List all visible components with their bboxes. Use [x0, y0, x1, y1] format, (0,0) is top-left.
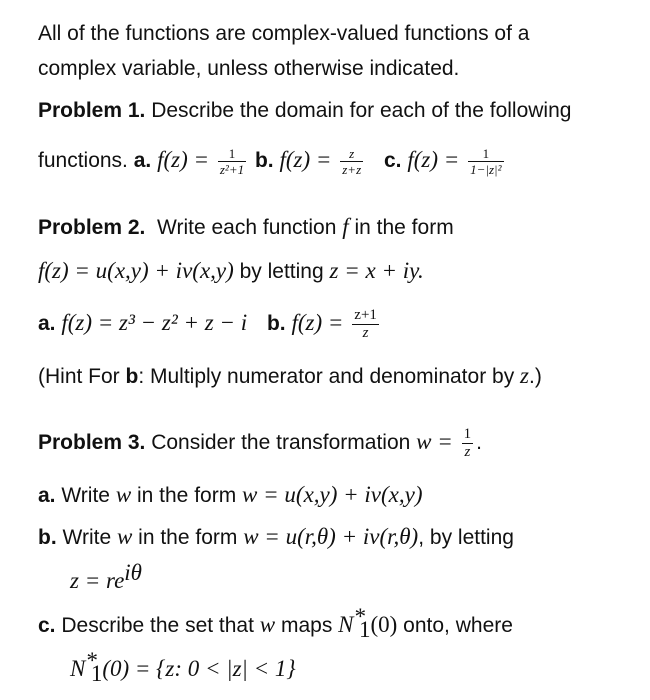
p3-set-N: N	[70, 656, 86, 681]
p3-denominator: z	[464, 444, 471, 460]
problem-2-form	[38, 257, 424, 286]
p3-a-expr: w = u(x,y) + iv(x,y)	[242, 482, 423, 507]
problem-1-text: Describe the domain for each of the following	[145, 99, 572, 122]
p3-c-post: onto, where	[397, 614, 513, 637]
p2-substitution: z = x + iy.	[329, 258, 424, 283]
problem-1-title: Problem 1.	[38, 99, 146, 122]
p2-b-fraction	[352, 308, 379, 341]
p3-c-N-sub: 1	[359, 617, 371, 643]
p1-a-denominator: z²+1	[219, 161, 245, 177]
p1-a-fraction	[218, 147, 246, 176]
p1-b-lhs: f(z) =	[279, 147, 332, 172]
p1-a-numerator: 1	[218, 147, 246, 162]
p3-c-mid: maps	[275, 614, 339, 637]
p1-b-numerator: z	[340, 147, 363, 162]
p1-c-label: c.	[384, 149, 402, 172]
p1-c-numerator: 1	[468, 147, 503, 162]
p3-set-N-sub: 1	[90, 661, 103, 687]
p3-b-expr: w = u(r,θ) + iv(r,θ)	[243, 524, 419, 549]
p3-a-label: a.	[38, 484, 56, 507]
intro-line-1	[38, 20, 529, 48]
p3-b-post: , by letting	[418, 526, 514, 549]
problem-3-set-definition	[70, 648, 296, 687]
p3-b-w: w	[116, 524, 133, 549]
hint-z: z	[520, 363, 529, 388]
p1-c-lhs: f(z) =	[407, 147, 460, 172]
p3-a-w: w	[115, 482, 132, 507]
p3-set-rest: (0) = {z: 0 < |z| < 1}	[102, 656, 296, 681]
p2-b-denominator: z	[362, 325, 369, 341]
p3-set-N-sup: *	[85, 648, 97, 673]
p3-b-mid: in the form	[132, 526, 244, 549]
p3-fraction	[462, 427, 474, 460]
problem-1-functions	[38, 146, 507, 176]
p1-c-denominator: 1−|z|²	[470, 161, 502, 177]
p2-by-letting: by letting	[233, 260, 330, 283]
p2-a-label: a.	[38, 312, 56, 336]
problem-3-part-c	[38, 604, 513, 643]
p3-c-zero: (0)	[370, 612, 398, 637]
p3-c-label: c.	[38, 614, 56, 637]
p2-f: f	[342, 214, 349, 239]
functions-word: functions.	[38, 149, 128, 172]
p1-b-fraction	[340, 147, 363, 176]
hint-end: .)	[529, 365, 542, 388]
p3-b-text: Write	[56, 526, 117, 549]
problem-3-title: Problem 3.	[38, 431, 146, 455]
p1-b-den-z: z+	[342, 161, 357, 177]
p3-b-sub: z = re	[70, 568, 125, 593]
p3-c-N: N	[338, 612, 354, 637]
p3-numerator: 1	[463, 426, 472, 442]
p3-c-N-sup: *	[353, 604, 366, 629]
problem-2-hint	[38, 362, 542, 391]
hint-pre: (Hint For	[38, 365, 126, 388]
intro-line-2	[38, 55, 459, 83]
p2-b-numerator: z+1	[354, 307, 377, 323]
p3-a-mid: in the form	[131, 484, 243, 507]
problem-3-part-b-sub	[70, 560, 142, 596]
problem-3-part-b	[38, 523, 514, 552]
p3-c-text: Describe the set that	[55, 614, 260, 637]
p3-w-eq: w =	[416, 429, 453, 455]
p1-c-fraction	[468, 147, 503, 176]
p2-a-expr: f(z) = z³ − z² + z − i	[61, 310, 248, 336]
problem-1-heading	[38, 97, 571, 125]
problem-2-heading	[38, 213, 454, 242]
p3-c-w: w	[259, 612, 276, 637]
intro-text-2: complex variable, unless otherwise indicated.	[38, 57, 460, 80]
p1-b-label: b.	[254, 149, 274, 172]
hint-post: : Multiply numerator and denominator by	[138, 365, 521, 388]
hint-b: b	[125, 365, 139, 388]
p1-a-label: a.	[133, 149, 152, 172]
problem-3-part-a	[38, 481, 423, 510]
p2-b-label: b.	[266, 312, 286, 336]
p3-b-label: b.	[38, 526, 57, 549]
p2-b-lhs: f(z) =	[291, 310, 344, 336]
p1-b-den-zbar: $\overline{z}$	[356, 161, 362, 177]
problem-2-parts	[38, 308, 382, 341]
p3-a-text: Write	[55, 484, 116, 507]
p3-text: Consider the transformation	[145, 431, 417, 455]
p1-a-lhs: f(z) =	[157, 147, 210, 172]
p2-text-post: in the form	[348, 216, 454, 239]
problem-3-heading	[38, 427, 482, 460]
p1-b-denominator	[340, 162, 363, 176]
p2-text-pre: Write each function	[145, 216, 343, 239]
p3-dot: .	[476, 431, 482, 455]
intro-text-1: All of the functions are complex-valued functions of a	[38, 22, 530, 45]
problem-2-title: Problem 2.	[38, 216, 146, 239]
p2-form-expr: f(z) = u(x,y) + iv(x,y)	[38, 258, 234, 283]
p3-b-sub-exp: iθ	[124, 560, 142, 585]
